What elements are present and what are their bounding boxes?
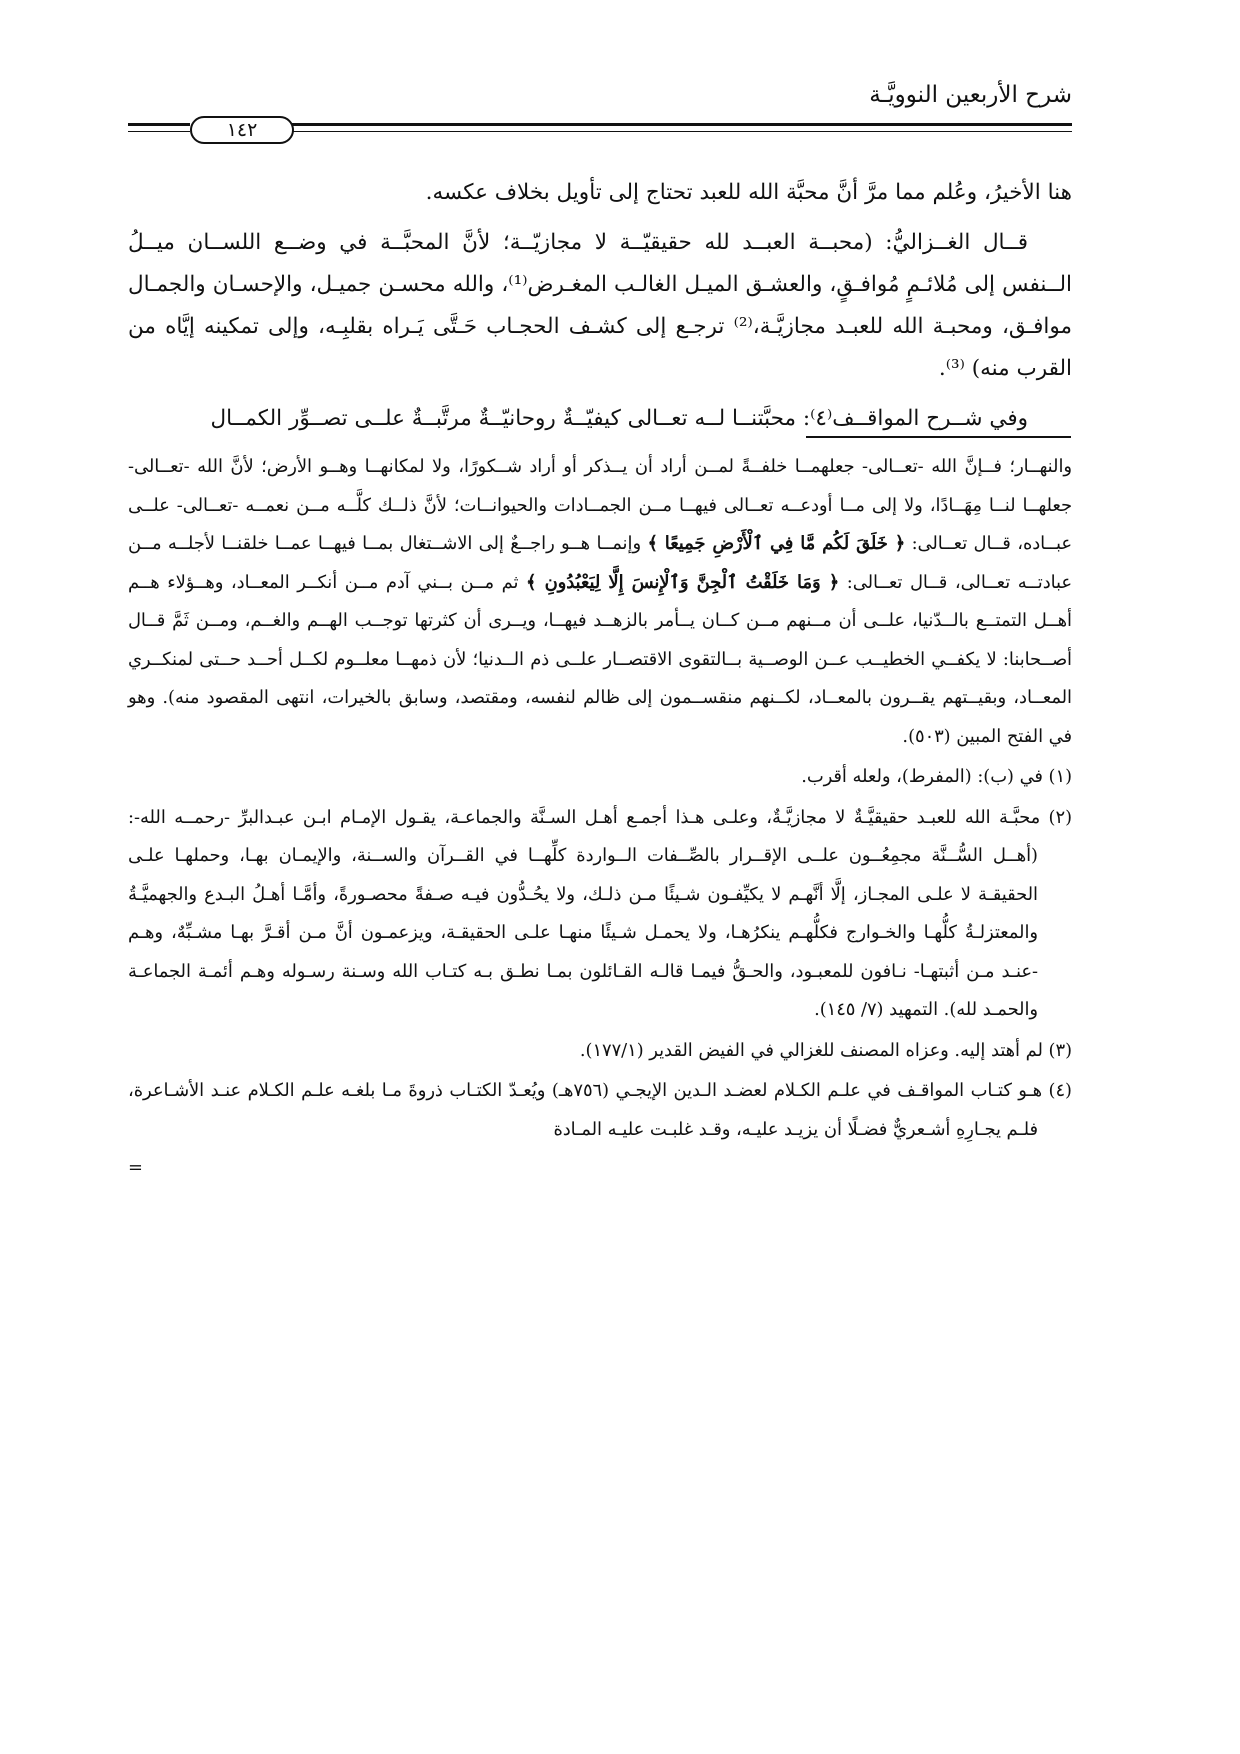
footnote-continuation <box>128 448 1072 756</box>
footnotes-block <box>128 448 1072 1188</box>
footnote-4: (٤) هـو كتـاب المواقـف في علـم الكـلام لعضـد الـدين الإيجـي (٧٥٦هـ) ويُعـدّ الكتـاب ذروةَ مـا بلغـه علـم الكـلام عنـد الأشـاعرة، فلـم يجـارِهِ أشـعريٌّ فضـلًا أن يزيـد عليـه، وقـد غلبـت عليـه المـادة <box>128 1080 1072 1140</box>
main-paragraph-3: وفي شــرح المواقــف⁽٤⁾: محبَّتنــا لــه تعــالى كيفيّــةٌ روحانيّــةٌ مرتَّبــةٌ علــى تصــوِّر الكمــال <box>210 406 1028 431</box>
header-rule-left-thick <box>128 123 190 126</box>
footnote-continuation-text-a: والنهــار؛ فــإنَّ الله -تعــالى- جعلهمــا خلفــةً لمــن أراد أن يــذكر أو أراد شــكورًا، ولا لمكانهــا وهــو الأرض؛ لأنَّ الله -تعــالى- جعلهــا لنــا مِهَــادًا، ولا إلى مــا أودعــه تعــالى فيهــا مــن الجمــادات والحيوانــات؛ لأنَّ ذلــك كلَّــه مــن نعمــه -تعــالى- علــى عبــاده، قــال تعــالى: <box>128 456 1072 554</box>
page-number-badge: ١٤٢ <box>190 116 294 144</box>
footnote-continuation-text-c: ثم مــن بــني آدم مــن أنكــر المعــاد، وهــؤلاء هــم أهــل التمتــع بالــدّنيا، علــى أن مــنهم مــن كــان يــأمر بالزهــد فيهــا، ويــرى أن كثرتها توجــب الهــم والغــم، ومــن ثَمَّ قــال أصــحابنا: لا يكفــي الخطيــب عــن الوصــية بــالتقوى الاقتصــار علــى ذم الــدنيا؛ لأن ذمهــا معلــوم لكــل أحــد حــتى لمنكــري المعــاد، وبقيــتهم يقــرون بالمعــاد، لكــنهم منقســمون إلى ظالم لنفسه، ومقتصد، وسابق بالخيرات، انتهى المقصود منه). وهو في الفتح المبين (٥٠٣). <box>128 571 1072 747</box>
footnote-continuation-text-b: وإنمــا هــو راجــعٌ إلى الاشــتغال بمــا فيهــا عمــا خلقنــا لأجلــه مــن عبادتــه تعــالى، قــال تعــالى: <box>128 533 1073 593</box>
footnote-2: (٢) محبَّـة الله للعبـد حقيقيَّـةٌ لا مجازيَّـةٌ، وعلـى هـذا أجمـع أهـل السـنَّة والجماعـة، يقـول الإمـام ابـن عبـدالبرِّ -رحمــه الله-: (أهــل السُّــنَّة مجمِعُــون علــى الإقــرار بالصِّــفات الــواردة كلِّهــا في القــرآن والســنة، والإيمـان بهـا، وحملهـا علـى الحقيقـة لا علـى المجـاز، إلَّا أنَّهـم لا يكيِّفـون شـيئًا مـن ذلـك، ولا يحُـدُّون فيـه صـفةً محصـورةً، وأمَّـا أهـلُ البـدع والجهميَّـةُ والمعتزلـةُ كلُّهـا والخـوارج فكلُّهـم ينكرُهـا، ولا يحمـل شـيئًا منهـا علـى الحقيقـة، ويزعمـون أنَّ مـن أقـرَّ بهـا مشـبِّهٌ، وهـم -عنـد مـن أثبتهـا- نـافون للمعبـود، والحـقُّ فيمـا قالـه القـائلون بمـا نطـق بـه كتـاب الله وسـنة رسـوله وهـم أئمـة الجماعـة والحمـد لله). التمهيد (٧/ ١٤٥). <box>128 806 1072 1020</box>
main-paragraph-1: هنا الأخيرُ، وعُلم مما مرَّ أنَّ محبَّة الله للعبد تحتاج إلى تأويل بخلاف عكسه. <box>425 180 1072 205</box>
quran-verse-1: ﴿ خَلَقَ لَكُم مَّا فِي ٱلْأَرْضِ جَمِيعًا ﴾ <box>647 533 906 554</box>
running-header-title: شرح الأربعين النوويَّـة <box>869 82 1072 108</box>
main-text-body <box>128 172 1072 448</box>
footnote-1: (١) في (ب): (المفرط)، ولعله أقرب. <box>801 766 1072 787</box>
header-rule-thick <box>290 123 1072 126</box>
footnote-separator <box>806 436 1071 438</box>
quran-verse-2: ﴿ وَمَا خَلَقْتُ ٱلْجِنَّ وَٱلْإِنسَ إِلَّا لِيَعْبُدُونِ ﴾ <box>526 571 840 593</box>
header-rule-left-thin <box>128 131 190 132</box>
footnote-3: (٣) لم أهتد إليه. وعزاه المصنف للغزالي في الفيض القدير (١٧٧/١). <box>579 1039 1072 1061</box>
footnote-continuation-mark: = <box>128 1157 143 1178</box>
header-rule-thin <box>290 131 1072 132</box>
main-paragraph-2: قــال الغــزاليُّ: (محبــة العبــد لله حقيقيّــة لا مجازيّــة؛ لأنَّ المحبَّــة في وضــع اللســان ميــلُ الــنفس إلى مُلائـمٍ مُوافـقٍ، والعشـق الميـل الغالـب المغـرض⁽¹⁾، والله محسـن جميـل، والإحسـان والجمـال موافـق، ومحبـة الله للعبـد مجازيَّـة،⁽²⁾ ترجـع إلى كشـف الحجـاب حَـتَّى يَـراه بقلبِـه، وإلى تمكينه إيَّاه من القرب منه) ⁽³⁾. <box>128 230 1072 381</box>
